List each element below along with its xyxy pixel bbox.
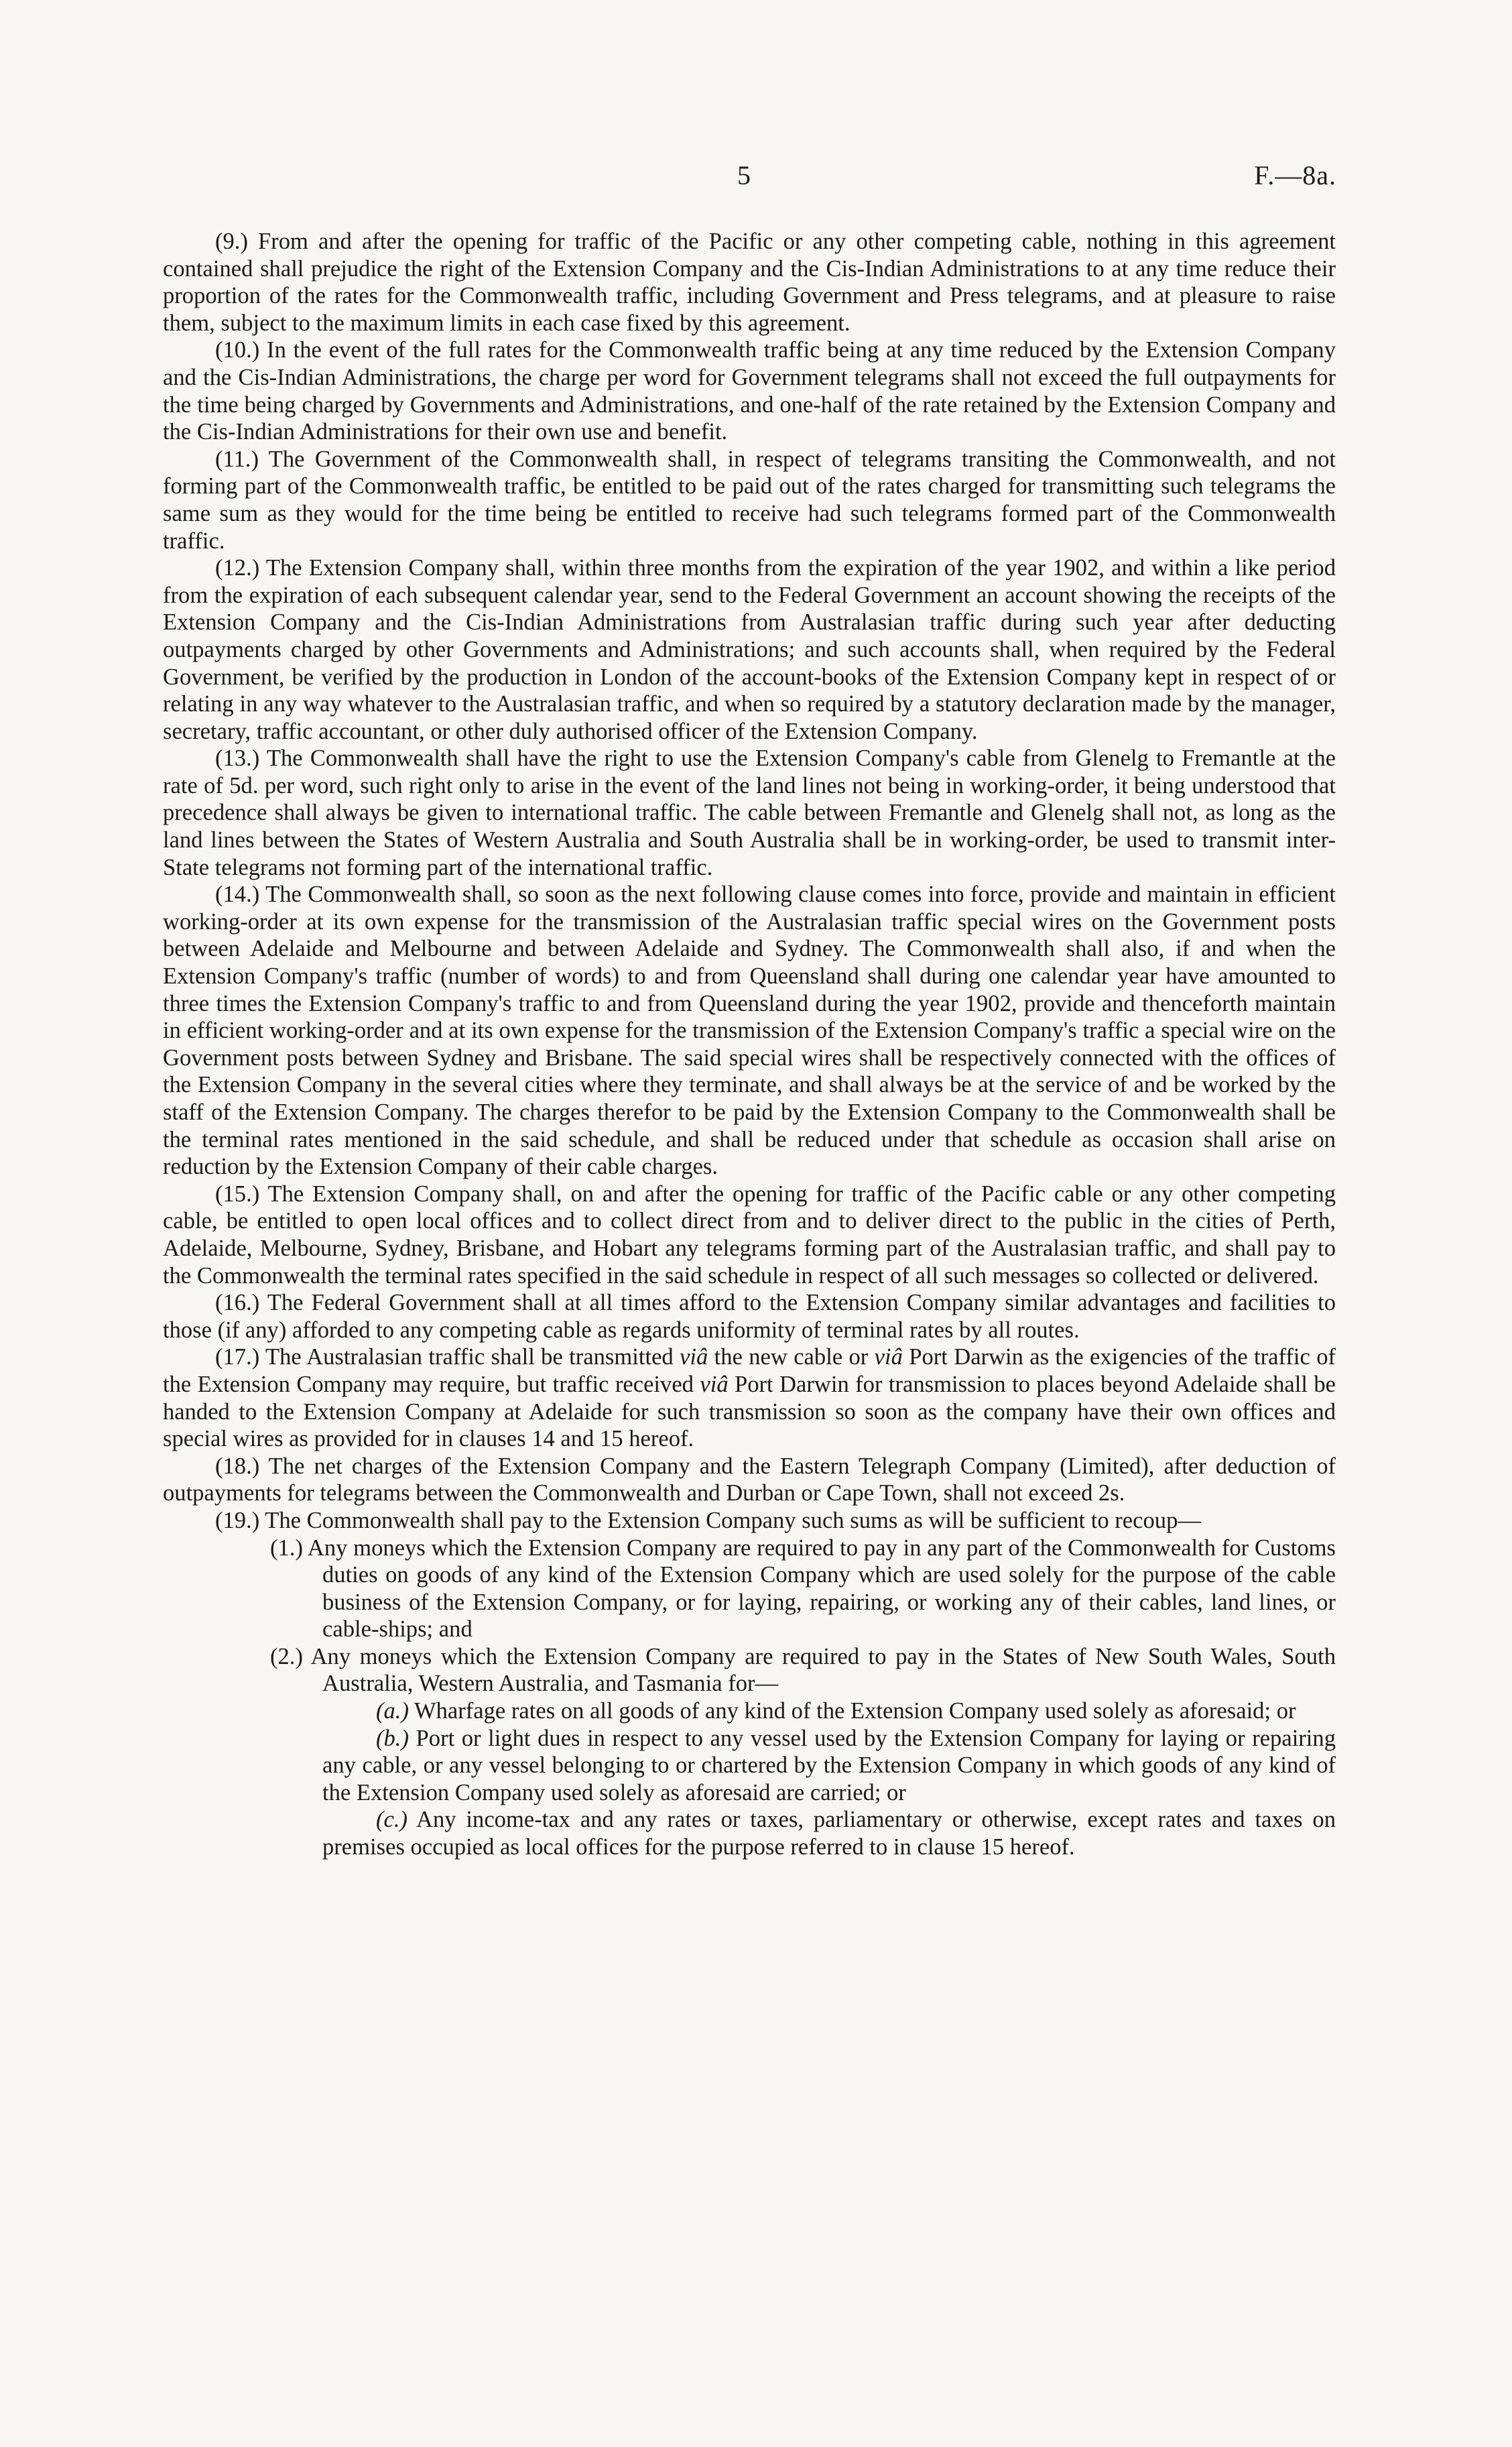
paragraph-11: (11.) The Government of the Commonwealth shall, in respect of telegrams transiting the Commonwealth, and not forming part of the Commonwealth traffic, be entitled to be paid out of the rates charged for transmitting such telegrams the same sum as they would for the time being be entitled to receive had such telegrams formed part of the Commonwealth traffic.: [163, 446, 1336, 554]
paragraph-15: (15.) The Extension Company shall, on and after the opening for traffic of the Pacific cable or any other competing cable, be entitled to open local offices and to collect direct from and to deliver direct to the public in the cities of Perth, Adelaide, Melbourne, Sydney, Brisbane, and Hobart any telegrams forming part of the Australasian traffic, and shall pay to the Commonwealth the terminal rates specified in the said schedule in respect of all such messages so collected or delivered.: [163, 1181, 1336, 1289]
paragraph-10: (10.) In the event of the full rates for the Commonwealth traffic being at any time reduced by the Extension Company and the Cis-Indian Administrations, the charge per word for Government telegrams shall not exceed the full outpayments for the time being charged by Governments and Administrations, and one-half of the rate retained by the Extension Company and the Cis-Indian Administrations for their own use and benefit.: [163, 337, 1336, 445]
paragraph-9: (9.) From and after the opening for traffic of the Pacific or any other competing cable, nothing in this agreement contained shall prejudice the right of the Extension Company and the Cis-Indian Administrations to at any time reduce their proportion of the rates for the Commonwealth traffic, including Government and Press telegrams, and at pleasure to raise them, subject to the maximum limits in each case fixed by this agreement.: [163, 229, 1336, 336]
document-code: F.—8a.: [1254, 160, 1336, 190]
paragraph-19-1: (1.) Any moneys which the Extension Company are required to pay in any part of the Commonwealth for Customs duties on goods of any kind of the Extension Company which are used solely for the purpose of the cable business of the Extension Company, or for laying, repairing, or working any of their cables, land lines, or cable-ships; and: [270, 1535, 1336, 1643]
page-number: 5: [737, 160, 751, 190]
paragraph-18: (18.) The net charges of the Extension Company and the Eastern Telegraph Company (Limited), after deduction of outpayments for telegrams between the Commonwealth and Durban or Cape Town, shall not exceed 2s.: [163, 1453, 1336, 1506]
paragraph-14: (14.) The Commonwealth shall, so soon as the next following clause comes into force, provide and maintain in efficient working-order at its own expense for the transmission of the Australasian traffic special wires on the Government posts between Adelaide and Melbourne and between Adelaide and Sydney. The Commonwealth shall also, if and when the Extension Company's traffic (number of words) to and from Queensland shall during one calendar year have amounted to three times the Extension Company's traffic to and from Queensland during the year 1902, provide and thenceforth maintain in efficient working-order and at its own expense for the transmission of the Extension Company's traffic a special wire on the Government posts between Sydney and Brisbane. The said special wires shall be respectively connected with the offices of the Extension Company in the several cities where they terminate, and shall always be at the service of and be worked by the staff of the Extension Company. The charges therefor to be paid by the Extension Company to the Commonwealth shall be the terminal rates mentioned in the said schedule, and shall be reduced under that schedule as occasion shall arise on reduction by the Extension Company of their cable charges.: [163, 882, 1336, 1180]
paragraph-16: (16.) The Federal Government shall at all times afford to the Extension Company similar advantages and facilities to those (if any) afforded to any competing cable as regards uniformity of terminal rates by all routes.: [163, 1290, 1336, 1343]
paragraph-17: (17.) The Australasian traffic shall be transmitted viâ the new cable or viâ Port Darwin as the exigencies of the traffic of the Extension Company may require, but traffic received viâ Port Darwin for transmission to places beyond Adelaide shall be handed to the Extension Company at Adelaide for such transmission so soon as the company have their own offices and special wires as provided for in clauses 14 and 15 hereof.: [163, 1344, 1336, 1452]
paragraph-19-2-b: (b.) Port or light dues in respect to any vessel used by the Extension Company for laying or repairing any cable, or any vessel belonging to or chartered by the Extension Company in which goods of any kind of the Extension Company used solely as aforesaid are carried; or: [322, 1725, 1336, 1805]
paragraph-19-2: (2.) Any moneys which the Extension Company are required to pay in the States of New South Wales, South Australia, Western Australia, and Tasmania for—: [270, 1643, 1336, 1697]
paragraph-19: (19.) The Commonwealth shall pay to the Extension Company such sums as will be sufficient to recoup—: [215, 1507, 1201, 1533]
document-body: [163, 228, 1336, 1861]
paragraph-19-2-a: (a.) Wharfage rates on all goods of any kind of the Extension Company used solely as aforesaid; or: [376, 1698, 1296, 1724]
paragraph-12: (12.) The Extension Company shall, within three months from the expiration of the year 1902, and within a like period from the expiration of each subsequent calendar year, send to the Federal Government an account showing the receipts of the Extension Company and the Cis-Indian Administrations from Australasian traffic during such year after deducting outpayments charged by other Governments and Administrations; and such accounts shall, when required by the Federal Government, be verified by the production in London of the account-books of the Extension Company kept in respect of or relating in any way whatever to the Australasian traffic, and when so required by a statutory declaration made by the manager, secretary, traffic accountant, or other duly authorised officer of the Extension Company.: [163, 555, 1336, 744]
paragraph-13: (13.) The Commonwealth shall have the right to use the Extension Company's cable from Glenelg to Fremantle at the rate of 5d. per word, such right only to arise in the event of the land lines not being in working-order, it being understood that precedence shall always be given to international traffic. The cable between Fremantle and Glenelg shall not, as long as the land lines between the States of Western Australia and South Australia shall be in working-order, be used to transmit inter-State telegrams not forming part of the international traffic.: [163, 745, 1336, 880]
paragraph-19-2-c: (c.) Any income-tax and any rates or taxes, parliamentary or otherwise, except rates and taxes on premises occupied as local offices for the purpose referred to in clause 15 hereof.: [322, 1807, 1336, 1860]
